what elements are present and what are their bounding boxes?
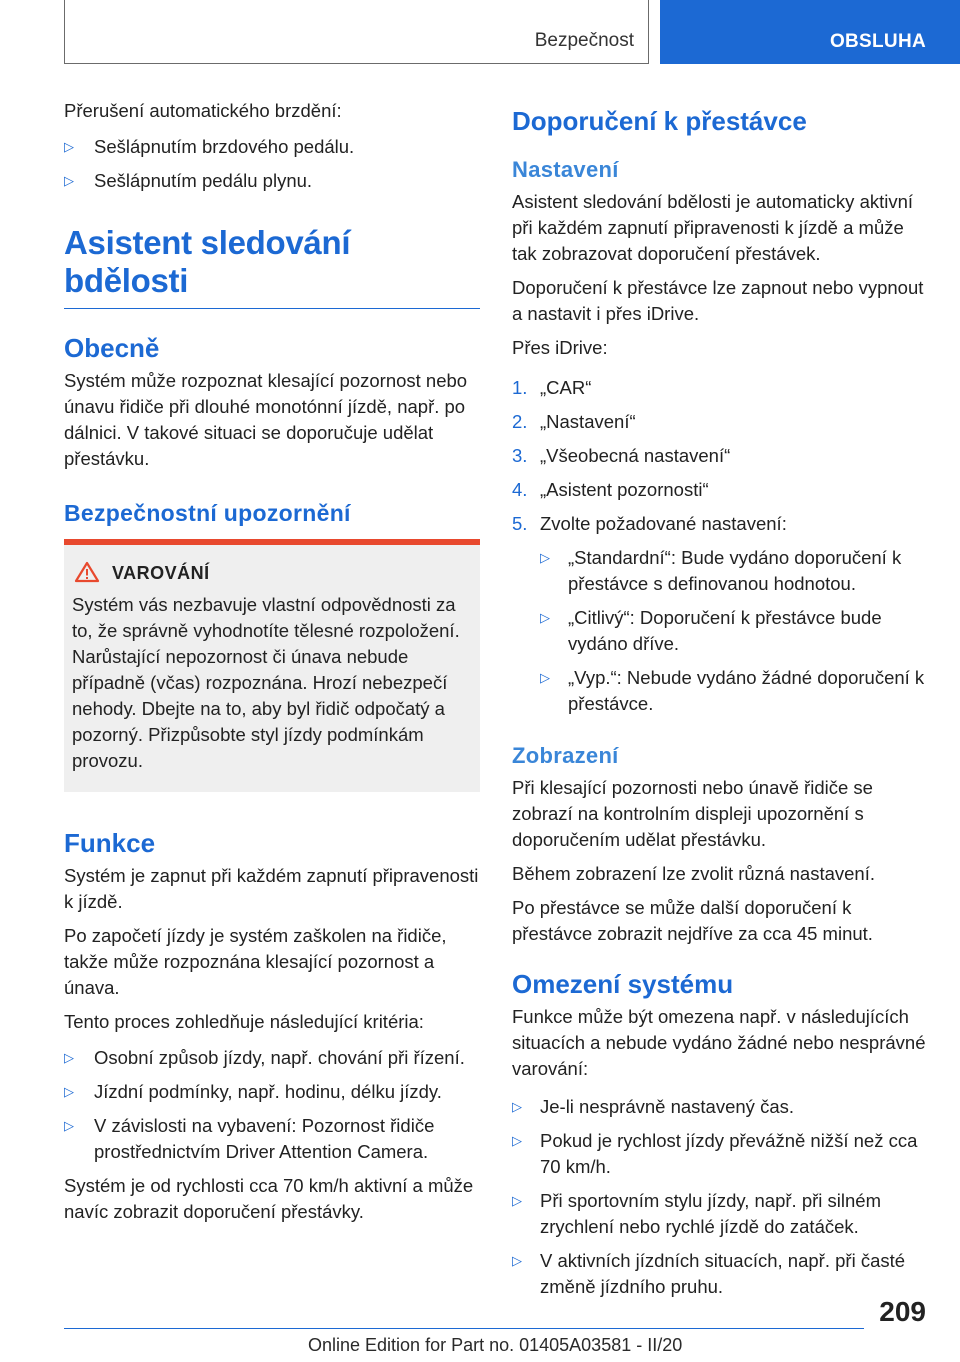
general-text: Systém může rozpoznat klesající pozornost nebo únavu řidiče při dlouhé monotónní jízdě, např. po dálnici. V takové situaci se doporučuje udělat přestávku. (64, 370, 468, 469)
section-title-general: Obecně (64, 333, 160, 363)
list-item: ▷ Jízdní podmínky, např. hodinu, délku jízdy. (64, 1079, 480, 1105)
warning-triangle-icon (74, 561, 100, 583)
function-text-2: Po započetí jízdy je systém zaškolen na řidiče, takže může rozpoznána klesající pozornost a únava. (64, 925, 447, 998)
triangle-bullet-icon: ▷ (512, 1253, 522, 1268)
list-item: ▷ Při sportovním stylu jízdy, např. při silném zrychlení nebo rychlé jízdě do zatáček. (512, 1190, 881, 1237)
triangle-bullet-icon: ▷ (64, 1084, 74, 1099)
section-title-limits: Omezení systému (512, 969, 734, 999)
display-text-3: Po přestávce se může další doporučení k přestávce zobrazit nejdříve za cca 45 minut. (512, 897, 873, 944)
limits-text: Funkce může být omezena např. v následujících situacích a nebude vydáno žádné nebo nesprávné varování: (512, 1006, 926, 1079)
warning-text: Systém vás nezbavuje vlastní odpovědnosti za to, že správně vyhodnotíte tělesné rozpoložení. Narůstající nepozornost či únava nebude případně (včas) rozpoznána. Hrozí nebezpečí nehody. Dbejte na to, aby byl řidič odpočatý a pozorný. Přizpůsobte styl jízdy podmínkám provozu. (72, 594, 460, 771)
triangle-bullet-icon: ▷ (540, 550, 550, 565)
option-item: ▷ „Citlivý“: Doporučení k přestávce bude vydáno dříve. (540, 607, 882, 654)
footer-edition: Online Edition for Part no. 01405A03581 - II/20 (308, 1335, 683, 1355)
step-item: 5. Zvolte požadované nastavení: (512, 513, 787, 534)
page-number: 209 (879, 1296, 926, 1327)
footer-divider (64, 1328, 864, 1329)
list-item: ▷ V aktivních jízdních situacích, např. při časté změně jízdního pruhu. (512, 1250, 906, 1297)
triangle-bullet-icon: ▷ (64, 1118, 74, 1133)
header-section-title: Bezpečnost (534, 30, 634, 51)
triangle-bullet-icon: ▷ (512, 1193, 522, 1208)
section-title-function: Funkce (64, 828, 156, 858)
settings-text-3: Přes iDrive: (512, 337, 608, 358)
section-title-break-recommendation: Doporučení k přestávce (512, 106, 807, 136)
list-item: ▷ Osobní způsob jízdy, např. chování při řízení. (64, 1045, 480, 1071)
list-item: ▷ Sešlápnutím pedálu plynu. (64, 168, 480, 194)
function-text-4: Systém je od rychlosti cca 70 km/h aktivní a může navíc zobrazit doporučení přestávky. (64, 1175, 474, 1222)
list-item: ▷ Pokud je rychlost jízdy převážně nižší než cca 70 km/h. (512, 1130, 918, 1177)
header-frame (64, 0, 649, 64)
display-text-1: Při klesající pozornosti nebo únavě řidiče se zobrazí na kontrolním displeji upozornění s doporučením udělat přestávku. (512, 777, 873, 850)
triangle-bullet-icon: ▷ (512, 1133, 522, 1148)
option-item: ▷ „Vyp.“: Nebude vydáno žádné doporučení k přestávce. (540, 667, 925, 714)
step-item: 4. „Asistent pozornosti“ (512, 479, 709, 500)
list-item: ▷ V závislosti na vybavení: Pozornost řidiče prostřednictvím Driver Attention Camera. (64, 1115, 435, 1162)
triangle-bullet-icon: ▷ (512, 1099, 522, 1114)
warning-title: VAROVÁNÍ (112, 563, 210, 583)
step-item: 1. „CAR“ (512, 377, 592, 398)
right-column (512, 98, 928, 1308)
list-item: ▷ Sešlápnutím brzdového pedálu. (64, 134, 480, 160)
subsection-title-display: Zobrazení (512, 743, 619, 768)
triangle-bullet-icon: ▷ (64, 1050, 74, 1065)
left-column (64, 98, 480, 1233)
triangle-bullet-icon: ▷ (540, 610, 550, 625)
warning-box (64, 539, 480, 792)
chapter-title: Asistent sledování bdělosti (64, 224, 480, 309)
list-item: ▷ Je-li nesprávně nastavený čas. (512, 1094, 928, 1120)
function-text-3: Tento proces zohledňuje následující kritéria: (64, 1011, 424, 1032)
interrupt-title: Přerušení automatického brzdění: (64, 100, 342, 121)
display-text-2: Během zobrazení lze zvolit různá nastavení. (512, 863, 875, 884)
option-item: ▷ „Standardní“: Bude vydáno doporučení k přestávce s definovanou hodnotou. (540, 547, 902, 594)
step-item: 2. „Nastavení“ (512, 411, 636, 432)
subsection-title-settings: Nastavení (512, 157, 619, 182)
settings-text-1: Asistent sledování bdělosti je automaticky aktivní při každém zapnutí připravenosti k jízdě a může tak zobrazovat doporučení přestávek. (512, 191, 914, 264)
settings-text-2: Doporučení k přestávce lze zapnout nebo vypnout a nastavit i přes iDrive. (512, 277, 924, 324)
triangle-bullet-icon: ▷ (64, 139, 74, 154)
header-tab (660, 0, 960, 64)
step-item: 3. „Všeobecná nastavení“ (512, 445, 731, 466)
function-text-1: Systém je zapnut při každém zapnutí připravenosti k jízdě. (64, 865, 479, 912)
section-title-safety: Bezpečnostní upozornění (64, 500, 351, 526)
header-tab-label: OBSLUHA (829, 31, 926, 52)
triangle-bullet-icon: ▷ (64, 173, 74, 188)
triangle-bullet-icon: ▷ (540, 670, 550, 685)
